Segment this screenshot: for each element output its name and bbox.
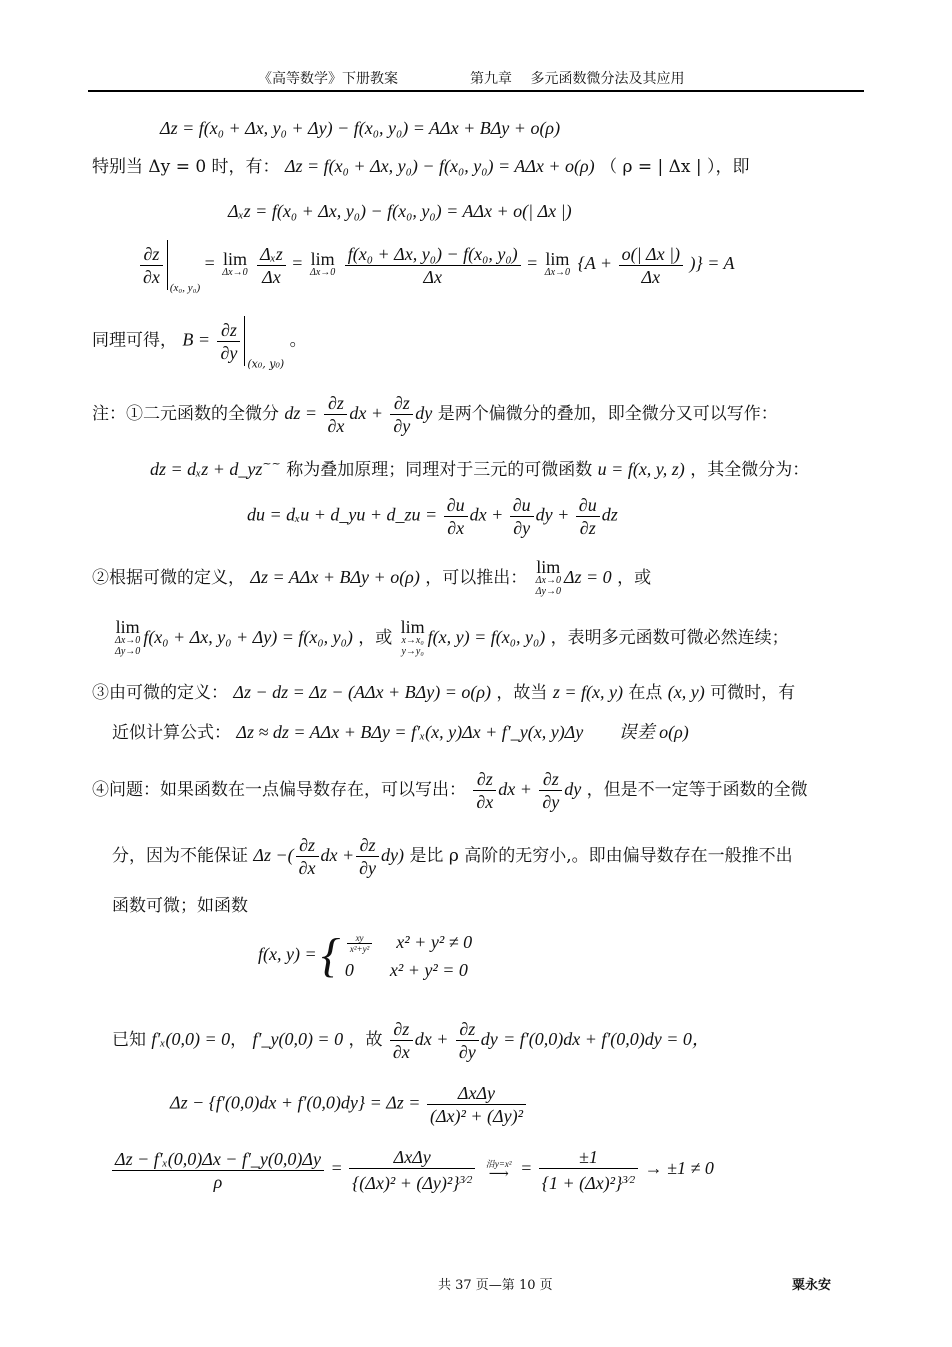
equation-total-diff-3var: du = dₓu + d_yu + d_zu = $\frac{\partial u}{\partial x}$ dx + $\frac{\partial u}{\partial y}$ dy + $\frac{\partial u}{\partial z}$ dz bbox=[247, 495, 618, 538]
note3-line2: 近似计算公式： Δz ≈ dz = AΔx + BΔy = f′ₓ(x, y)Δx + f′_y(x, y)Δy 误差 o(ρ) bbox=[112, 722, 689, 743]
known-line: 已知 f′ₓ(0,0) = 0， f′_y(0,0) = 0 ，故 $\frac{\partial z}{\partial x}$ dx + $\frac{\partial z}{\partial y}$ dy = f′(0,0)dx + f′(0,0)dy = 0， bbox=[112, 1019, 710, 1062]
author-name: 粟永安 bbox=[792, 1278, 832, 1293]
note4-line3: 函数可微；如函数 bbox=[112, 896, 248, 916]
special-case-line bbox=[92, 154, 750, 179]
page-header bbox=[88, 68, 864, 92]
superposition-text: 称为叠加原理；同理对于三元的可微函数 bbox=[286, 460, 593, 480]
delta-z-equation: Δz − {f′(0,0)dx + f′(0,0)dy} = Δz = $\frac{\text{ΔxΔy}}{\text{(Δx)² + (Δy)²}}$ bbox=[170, 1082, 528, 1127]
equation-partial-increment: Δₓz = f(x₀ + Δx, y₀) − f(x₀, y₀) = AΔx + o(| Δx |) bbox=[228, 201, 572, 221]
note2-line: ②根据可微的定义， Δz = AΔx + BΔy + o(ρ) ，可以推出： lim Δx→0 Δy→0 Δz = 0 ，或 bbox=[92, 557, 652, 597]
note1-line: 注：①二元函数的全微分 dz = $\frac{\partial z}{\partial x}$ dx + $\frac{\partial z}{\partial y}$ dy 是两个偏微分的叠加，即全微分又可以写作： bbox=[92, 393, 778, 436]
note1-prefix: 注：①二元函数的全微分 bbox=[92, 404, 279, 424]
note2-prefix: ②根据可微的定义， bbox=[92, 568, 245, 588]
equation-partial-derivative-limit: $\frac{\partial z}{\partial x}$ $_{(x_0, y_0)}$ = lim Δx→0 $\frac{\text{Δₓz}}{\Delta x}$ = lim Δx→0 $\frac{\text{f(x₀ + Δx, y₀) − f(x₀, y₀)}}{\Delta x}$ = lim Δx→0 {A + $\frac{o(| \Delta x |)}{\Delta x}$ )} = A bbox=[138, 240, 735, 300]
page-number: 共 37 页—第 10 页 bbox=[438, 1278, 553, 1293]
arrow-along-curve: 沿y=x² ⟶ bbox=[485, 1159, 512, 1182]
note4-line2: 分，因为不能保证 Δz −( $\frac{\partial z}{\partial x}$ dx + $\frac{\partial z}{\partial y}$ dy) 是比 ρ 高阶的无穷小,。即由偏导数存在一般推不出 bbox=[112, 835, 793, 878]
ratio-limit-equation: $\frac{\text{Δz − f′ₓ(0,0)Δx − f′\_y(0,0)Δy}}{\rho}$ = $\frac{\text{ΔxΔy}}{\{(\Delta x)^2 + (\Delta y)^2\}^{3⁄2}}$ 沿y=x² ⟶ = $\frac{\pm 1}{\{1 + (\Delta x)^2\}^{3⁄2}}$ → ±1 ≠ 0 bbox=[110, 1146, 714, 1194]
header-chapter-title: 第九章 多元函数微分法及其应用 bbox=[470, 71, 685, 87]
special-case-equation: Δz = f(x₀ + Δx, y₀) − f(x₀, y₀) = AΔx + o(ρ) bbox=[284, 156, 595, 176]
similarly-line: 同理可得， B = $\frac{\partial z}{\partial y}$ $_{(x_0, y_0)}$ 。 bbox=[92, 316, 307, 377]
piecewise-function: f(x, y) = { $\frac{xy}{\text{x²+y²}}$ x² + y² ≠ 0 0 x² + y² = 0 bbox=[258, 929, 473, 982]
superposition-equation: dz = dₓz + d_yz bbox=[150, 459, 263, 479]
left-brace: { bbox=[321, 929, 341, 982]
frac-dz-dx: $\frac{\partial z}{\partial x}$ bbox=[140, 243, 163, 288]
header-course-title: 《高等数学》下册教案 bbox=[258, 71, 398, 87]
note2-line2: lim Δx→0 Δy→0 f(x₀ + Δx, y₀ + Δy) = f(x₀, y₀) ，或 lim x→x₀ y→y₀ f(x, y) = f(x₀, y₀) ，表明多元函数可微必然连续； bbox=[115, 617, 789, 657]
eval-bar bbox=[167, 240, 168, 290]
note4-line: ④问题：如果函数在一点偏导数存在，可以写出： $\frac{\partial z}{\partial x}$ dx + $\frac{\partial z}{\partial y}$ dy ，但是不一定等于函数的全微 bbox=[92, 769, 808, 812]
special-case-prefix: 特别当 Δy = 0 时，有： bbox=[92, 157, 280, 177]
limit-op: lim Δx→0 bbox=[222, 249, 248, 278]
note1-suffix: 是两个偏微分的叠加，即全微分又可以写作： bbox=[437, 404, 778, 424]
note1-line2: dz = dₓz + d_yz~~ 称为叠加原理；同理对于三元的可微函数 u = f(x, y, z) ，其全微分为： bbox=[150, 457, 810, 480]
equation-full-increment: Δz = f(x₀ + Δx, y₀ + Δy) − f(x₀, y₀) = AΔx + BΔy + o(ρ) bbox=[160, 118, 561, 138]
special-case-suffix: （ ρ = | Δx | ），即 bbox=[600, 157, 750, 177]
similarly-prefix: 同理可得， bbox=[92, 330, 177, 351]
note3-line: ③由可微的定义： Δz − dz = Δz − (AΔx + BΔy) = o(ρ) ，故当 z = f(x, y) 在点 (x, y) 可微时，有 bbox=[92, 682, 796, 703]
similarly-suffix: 。 bbox=[289, 330, 307, 351]
